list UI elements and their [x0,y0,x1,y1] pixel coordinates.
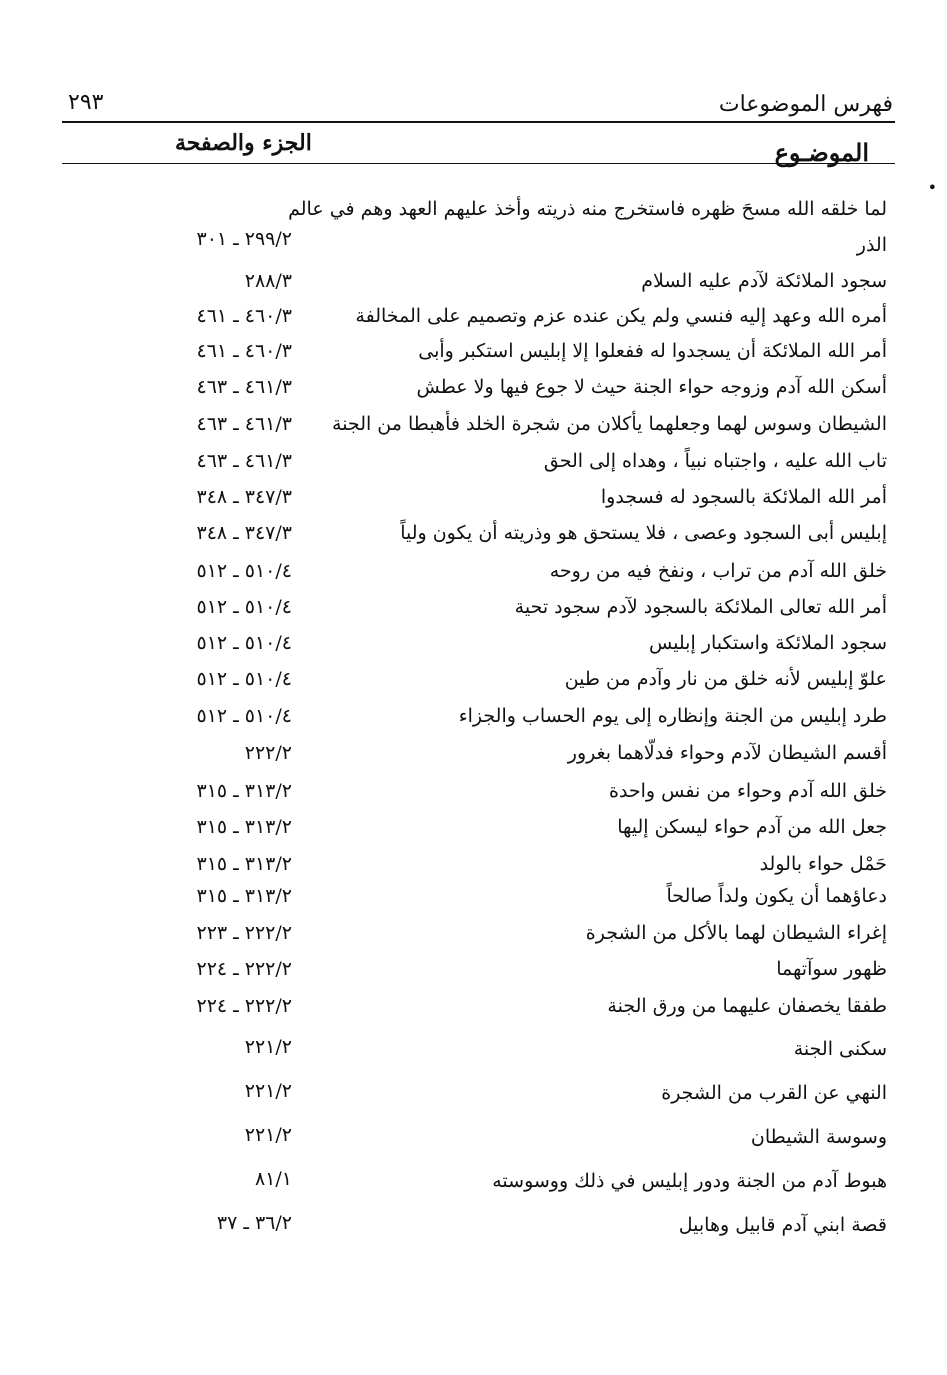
entry-topic: إغراء الشيطان لهما بالأكل من الشجرة [585,922,887,944]
entry-reference: ٣١٣/٢ ـ ٣١٥ [196,885,292,907]
column-header-topic: الموضـوع [774,138,869,167]
index-entry [0,958,947,992]
index-entry [0,632,947,666]
entry-topic: أمر الله تعالى الملائكة بالسجود لآدم سجود تحية [514,596,887,618]
index-entry [0,596,947,630]
entry-topic: دعاؤهما أن يكون ولداً صالحاً [666,885,887,907]
entry-topic: خلق الله آدم من تراب ، ونفخ فيه من روحه [549,560,887,582]
index-entry [0,1124,947,1158]
entry-reference: ٣٤٧/٣ ـ ٣٤٨ [196,522,292,544]
entry-topic: هبوط آدم من الجنة ودور إبليس في ذلك ووسوسته [492,1170,887,1192]
index-entry [0,885,947,919]
entry-reference: ٣٤٧/٣ ـ ٣٤٨ [196,486,292,508]
entry-topic: أسكن الله آدم وزوجه حواء الجنة حيث لا جوع فيها ولا عطش [416,376,887,398]
index-entry [0,1080,947,1114]
index-entry [0,1036,947,1070]
index-entry [0,522,947,556]
entry-topic: جعل الله من آدم حواء ليسكن إليها [617,816,887,838]
index-entry [0,742,947,776]
entry-reference: ٢٢٢/٢ ـ ٢٢٤ [196,958,292,980]
entry-reference: ٣١٣/٢ ـ ٣١٥ [196,780,292,802]
index-entry [0,560,947,594]
entry-topic: حَمْل حواء بالولد [759,853,887,875]
column-header-rule [62,163,895,164]
running-head [62,88,895,118]
entry-topic: خلق الله آدم وحواء من نفس واحدة [608,780,887,802]
entry-reference: ٣١٣/٢ ـ ٣١٥ [196,816,292,838]
entry-reference: ٤٦٠/٣ ـ ٤٦١ [196,340,292,362]
entry-reference: ٢٢٢/٢ ـ ٢٢٤ [196,995,292,1017]
index-entry [0,853,947,887]
entry-reference: ٥١٠/٤ ـ ٥١٢ [196,668,292,690]
entry-topic: وسوسة الشيطان [750,1126,887,1148]
entry-reference: ٢٩٩/٢ ـ ٣٠١ [196,228,292,250]
index-entry [0,376,947,410]
entry-reference: ٣١٣/٢ ـ ٣١٥ [196,853,292,875]
entry-reference: ٢٢١/٢ [244,1036,292,1058]
entry-topic: لما خلقه الله مسحَ ظهره فاستخرج منه ذريته وأخذ عليهم العهد وهم في عالم [288,198,887,220]
index-entry [0,198,947,268]
index-entry [0,995,947,1029]
entry-topic: سجود الملائكة واستكبار إبليس [648,632,887,654]
index-entry [0,486,947,520]
entry-reference: ٥١٠/٤ ـ ٥١٢ [196,596,292,618]
entry-reference: ٥١٠/٤ ـ ٥١٢ [196,632,292,654]
index-entry [0,816,947,850]
margin-mark: • [927,178,937,197]
entry-reference: ٤٦١/٣ ـ ٤٦٣ [196,413,292,435]
index-entry [0,922,947,956]
index-entry [0,1168,947,1202]
index-entry [0,780,947,814]
entry-reference: ٢٢٢/٢ [244,742,292,764]
entry-reference: ٢٢٢/٢ ـ ٢٢٣ [196,922,292,944]
entry-topic: الشيطان وسوس لهما وجعلهما يأكلان من شجرة الخلد فأهبطا من الجنة [332,413,887,435]
entry-topic: إبليس أبى السجود وعصى ، فلا يستحق هو وذريته أن يكون ولياً [400,522,887,544]
index-entry [0,705,947,739]
entry-topic: سكنى الجنة [793,1038,887,1060]
index-entry [0,413,947,447]
entry-reference: ٤٦١/٣ ـ ٤٦٣ [196,450,292,472]
entry-topic: أمر الله الملائكة أن يسجدوا له ففعلوا إلا إبليس استكبر وأبى [418,340,887,362]
entry-topic: أقسم الشيطان لآدم وحواء فدلّاهما بغرور [567,742,887,764]
entry-topic: أمر الله الملائكة بالسجود له فسجدوا [600,486,887,508]
entry-reference: ٨١/١ [254,1168,292,1190]
entry-topic: تاب الله عليه ، واجتباه نبياً ، وهداه إلى الحق [543,450,887,472]
column-header-reference: الجزء والصفحة [175,130,312,156]
index-entry [0,270,947,304]
entry-reference: ٥١٠/٤ ـ ٥١٢ [196,560,292,582]
entry-reference: ٤٦١/٣ ـ ٤٦٣ [196,376,292,398]
index-entry [0,450,947,484]
entry-topic: سجود الملائكة لآدم عليه السلام [641,270,887,292]
index-entry [0,1212,947,1246]
running-head-title: فهرس الموضوعات [718,92,893,117]
entry-reference: ٥١٠/٤ ـ ٥١٢ [196,705,292,727]
entry-reference: ٣٦/٢ ـ ٣٧ [216,1212,292,1234]
entry-topic: قصة ابني آدم قابيل وهابيل [678,1214,887,1236]
entry-reference: ٢٢١/٢ [244,1124,292,1146]
entry-topic: النهي عن القرب من الشجرة [661,1082,887,1104]
entry-reference: ٢٨٨/٣ [244,270,292,292]
entry-topic: ظهور سوآتهما [776,958,887,980]
entry-topic: طرد إبليس من الجنة وإنظاره إلى يوم الحساب والجزاء [458,705,887,727]
page-number: ٢٩٣ [68,90,104,115]
entry-topic: علوّ إبليس لأنه خلق من نار وآدم من طين [564,668,887,690]
index-entry [0,340,947,374]
index-entry [0,668,947,702]
header-rule [62,121,895,123]
entry-reference: ٢٢١/٢ [244,1080,292,1102]
entry-topic-continuation: الذر [856,234,887,256]
entry-topic: طفقا يخصفان عليهما من ورق الجنة [607,995,887,1017]
index-entry [0,305,947,339]
entry-reference: ٤٦٠/٣ ـ ٤٦١ [196,305,292,327]
entry-topic: أمره الله وعهد إليه فنسي ولم يكن عنده عزم وتصميم على المخالفة [355,305,887,327]
